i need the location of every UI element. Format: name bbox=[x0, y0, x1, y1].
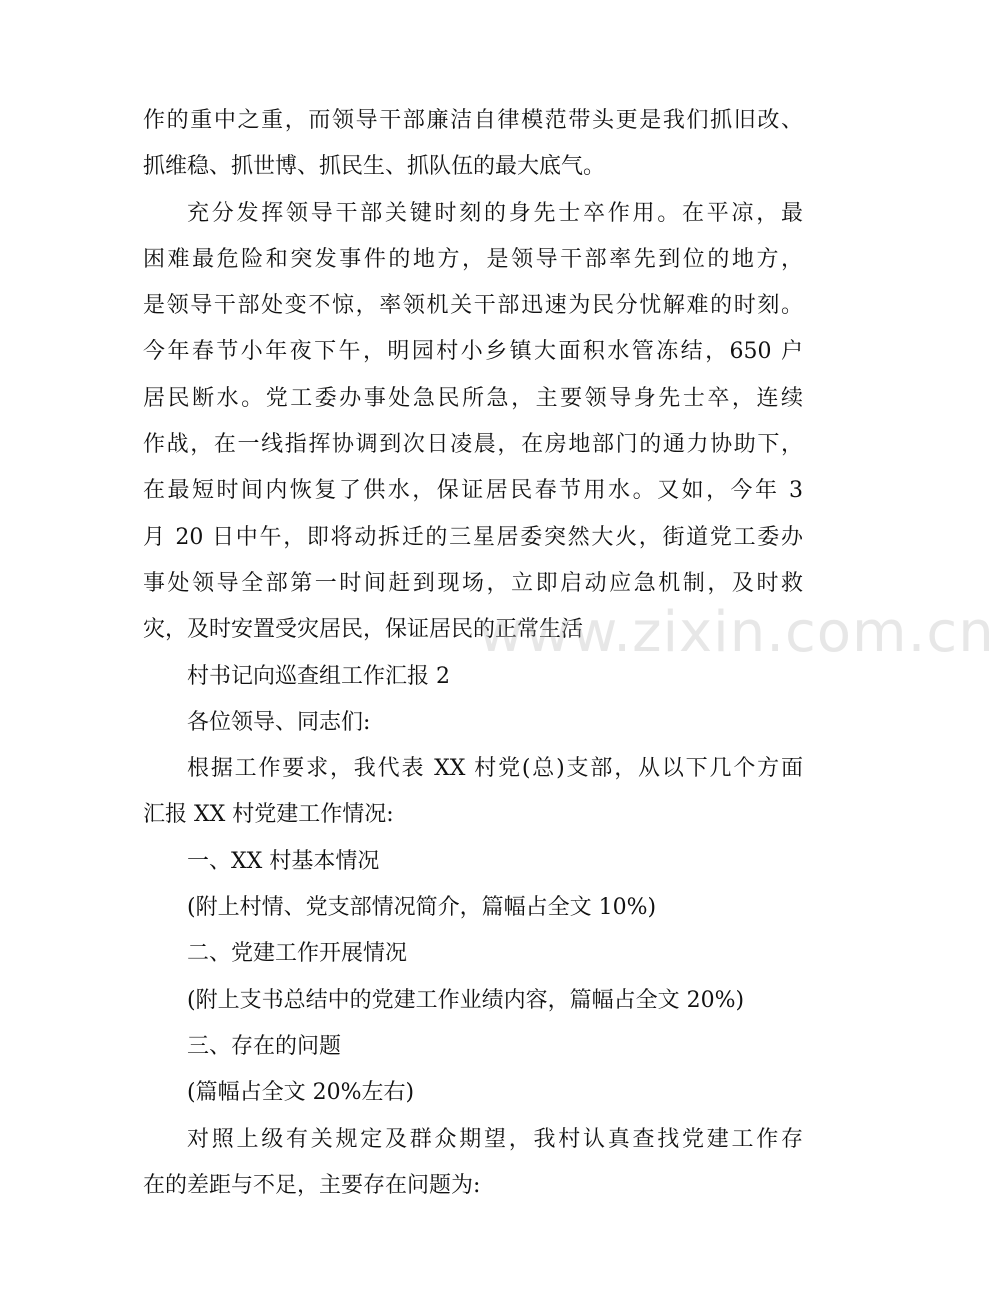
text-line: 是领导干部处变不惊，率领机关干部迅速为民分忧解难的时刻。 bbox=[143, 293, 803, 319]
text-line: 汇报 XX 村党建工作情况: bbox=[143, 802, 394, 828]
section-heading: 二、党建工作开展情况 bbox=[187, 941, 408, 967]
text-line: 事处领导全部第一时间赶到现场，立即启动应急机制，及时救 bbox=[143, 570, 803, 596]
salutation: 各位领导、同志们: bbox=[187, 709, 371, 735]
text-line: 在的差距与不足，主要存在问题为: bbox=[143, 1172, 481, 1198]
text-line: 对照上级有关规定及群众期望，我村认真查找党建工作存 bbox=[187, 1126, 803, 1152]
text-line: (附上村情、党支部情况简介，篇幅占全文 10%) bbox=[187, 895, 657, 921]
text-line: 作战，在一线指挥协调到次日凌晨，在房地部门的通力协助下， bbox=[143, 432, 803, 458]
text-line: 今年春节小年夜下午，明园村小乡镇大面积水管冻结，650 户 bbox=[143, 339, 803, 365]
text-line: 在最短时间内恢复了供水，保证居民春节用水。又如，今年 3 bbox=[143, 478, 803, 504]
text-line: (附上支书总结中的党建工作业绩内容，篇幅占全文 20%) bbox=[187, 987, 745, 1013]
section-heading: 一、XX 村基本情况 bbox=[187, 848, 380, 874]
section-heading: 三、存在的问题 bbox=[187, 1033, 342, 1059]
text-line: 根据工作要求，我代表 XX 村党(总)支部，从以下几个方面 bbox=[187, 756, 803, 782]
text-line: 抓维稳、抓世博、抓民生、抓队伍的最大底气。 bbox=[143, 154, 606, 180]
text-line: 充分发挥领导干部关键时刻的身先士卒作用。在平凉，最 bbox=[187, 200, 803, 226]
watermark: www.zixin.com.cn bbox=[478, 600, 995, 665]
text-line: 灾，及时安置受灾居民，保证居民的正常生活 bbox=[143, 617, 584, 643]
text-line: (篇幅占全文 20%左右) bbox=[187, 1080, 415, 1106]
text-line: 月 20 日中午，即将动拆迁的三星居委突然大火，街道党工委办 bbox=[143, 524, 803, 550]
section-heading: 村书记向巡查组工作汇报 2 bbox=[187, 663, 450, 689]
document-body bbox=[143, 98, 803, 1209]
text-line: 居民断水。党工委办事处急民所急，主要领导身先士卒，连续 bbox=[143, 385, 803, 411]
text-line: 困难最危险和突发事件的地方，是领导干部率先到位的地方， bbox=[143, 246, 803, 272]
text-line: 作的重中之重，而领导干部廉洁自律模范带头更是我们抓旧改、 bbox=[143, 108, 803, 133]
